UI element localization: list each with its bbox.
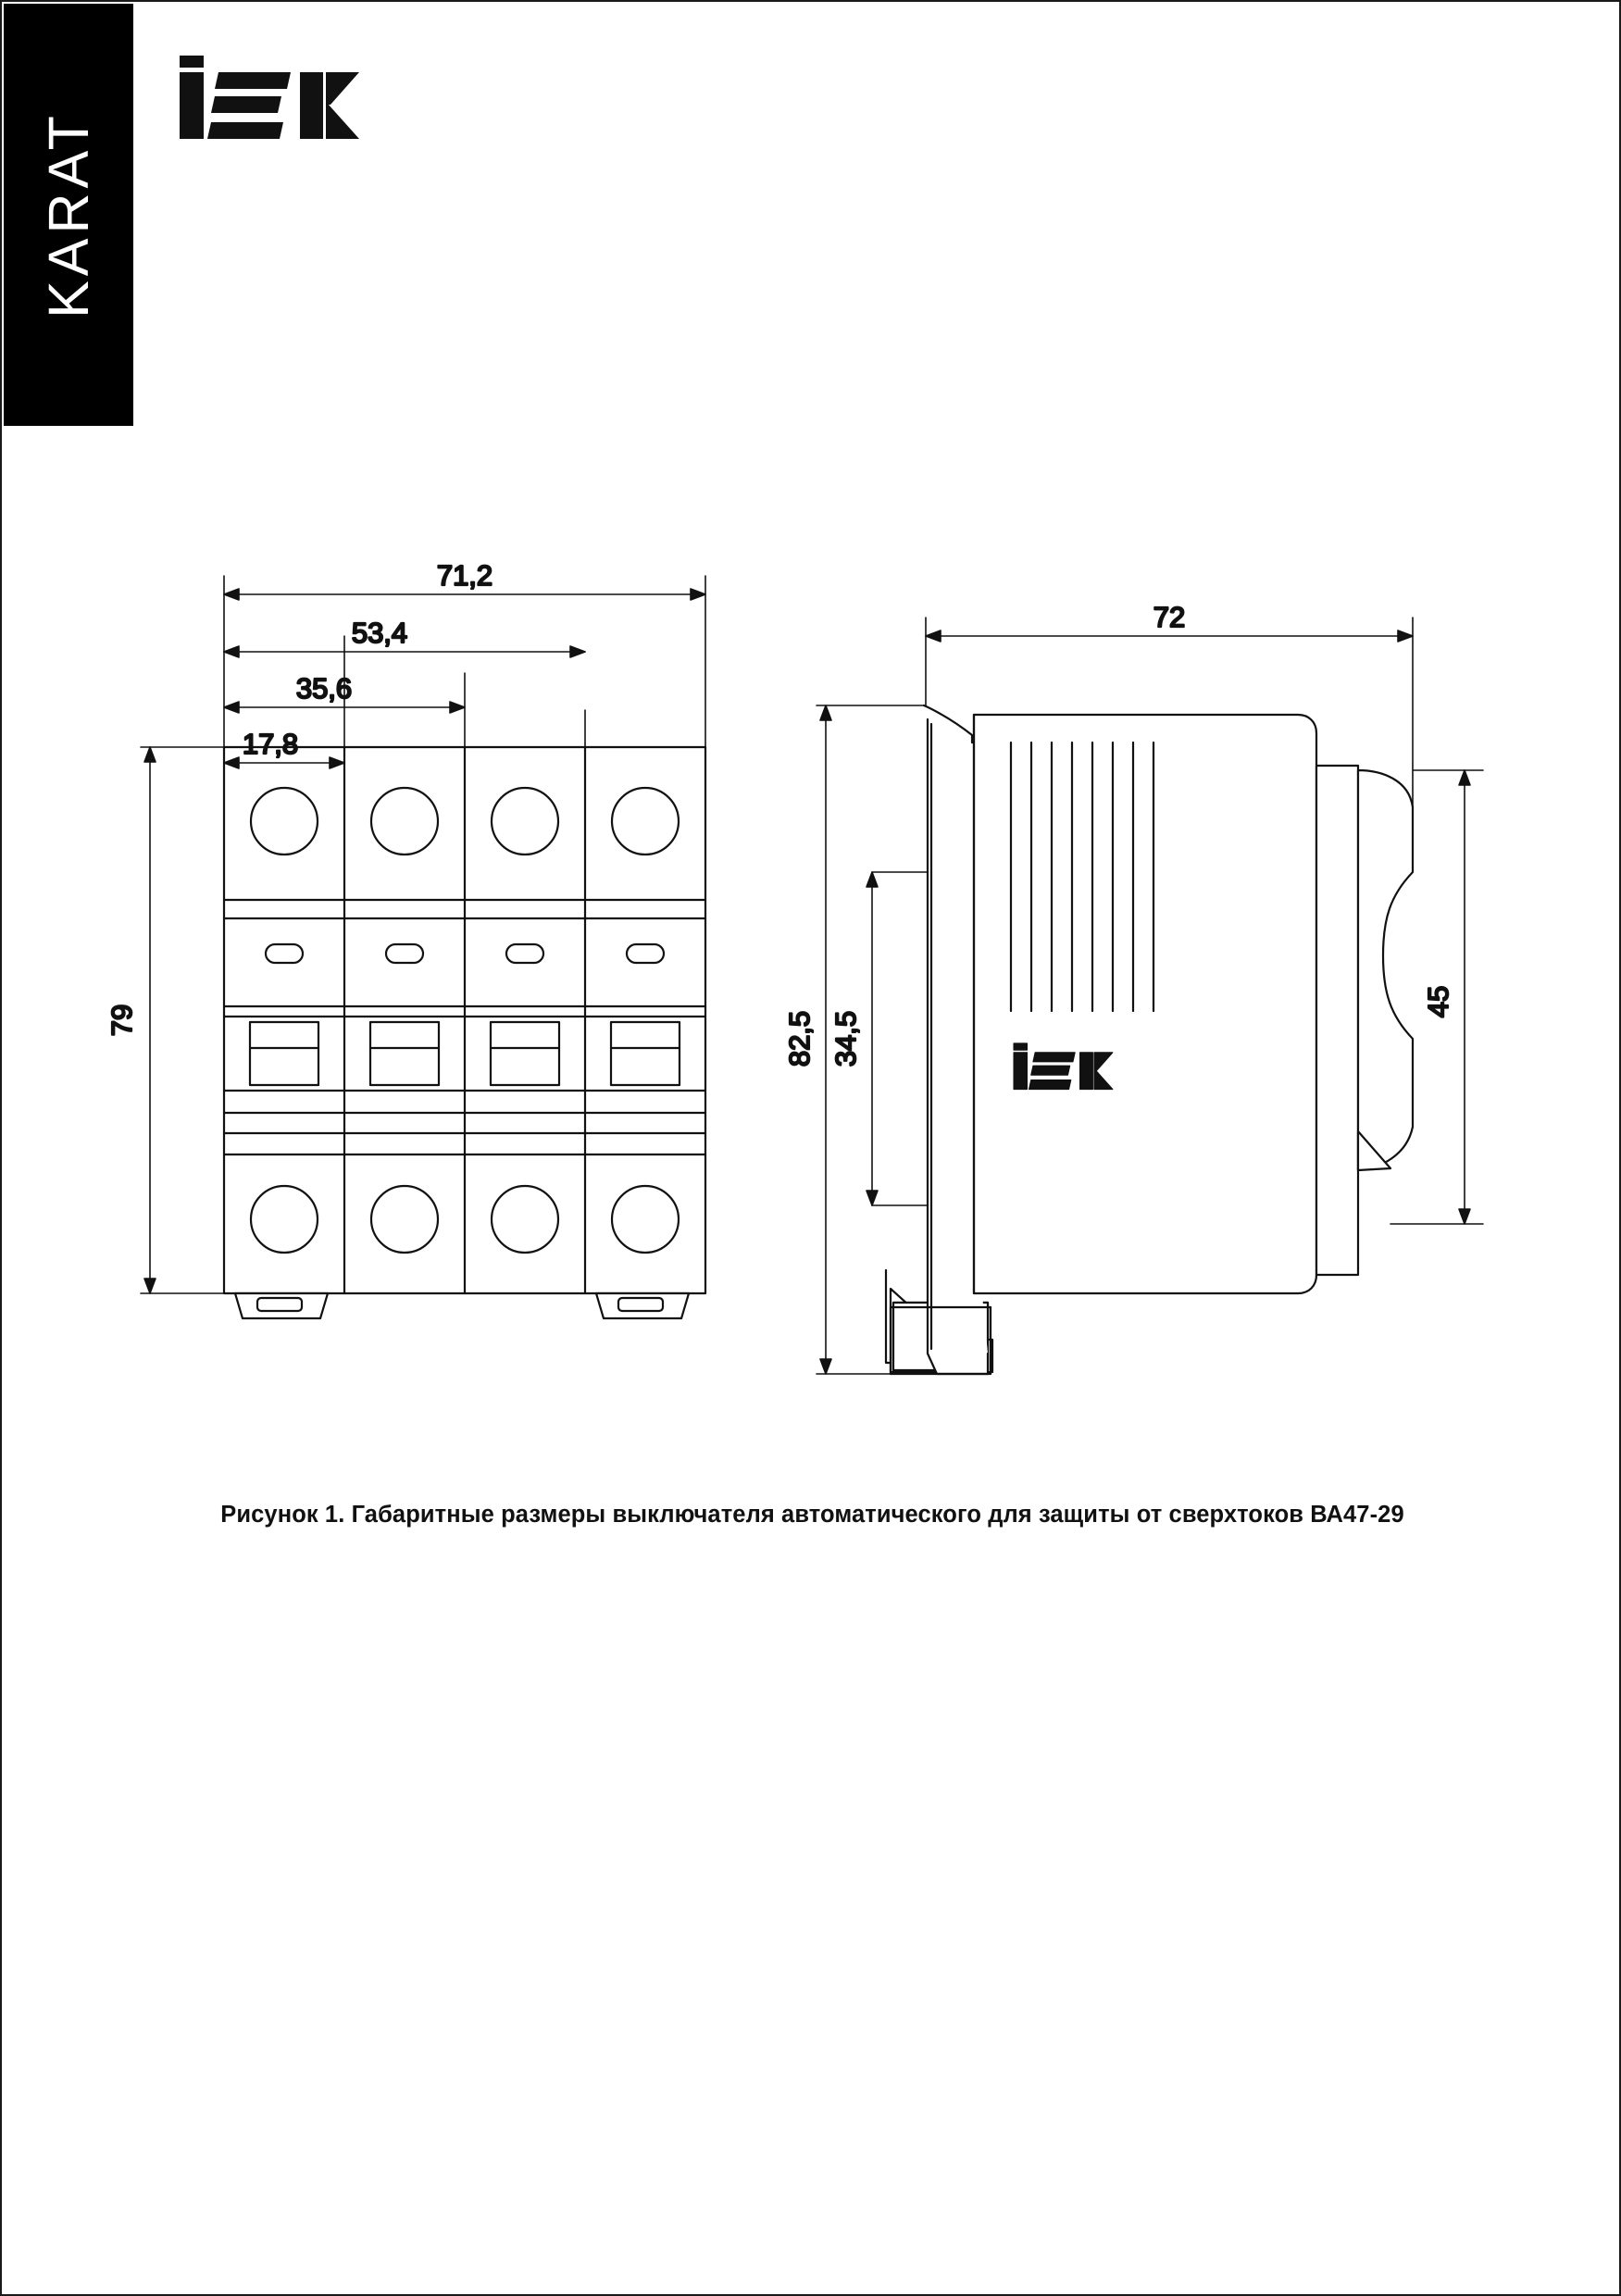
dimension-drawing (2, 437, 1621, 1511)
dim-45: 45 (1422, 985, 1454, 1018)
dim-53-4: 53,4 (351, 617, 408, 649)
iek-logo (178, 56, 381, 153)
dim-34-5: 34,5 (829, 1010, 862, 1067)
dim-79: 79 (106, 1004, 138, 1037)
dim-35-6: 35,6 (295, 672, 353, 705)
dim-72: 72 (1153, 601, 1186, 633)
series-tab-label: KARAT (37, 111, 100, 318)
side-view-body (886, 696, 1413, 1377)
dim-17-8: 17,8 (242, 728, 299, 760)
dim-71-2: 71,2 (436, 559, 493, 592)
series-tab (4, 4, 133, 426)
dim-82-5: 82,5 (783, 1010, 816, 1067)
figure-caption: Рисунок 1. Габаритные размеры выключателя автоматического для защиты от сверхтоков ВА47-29 (220, 1502, 1404, 1528)
front-view-body (224, 747, 705, 1318)
